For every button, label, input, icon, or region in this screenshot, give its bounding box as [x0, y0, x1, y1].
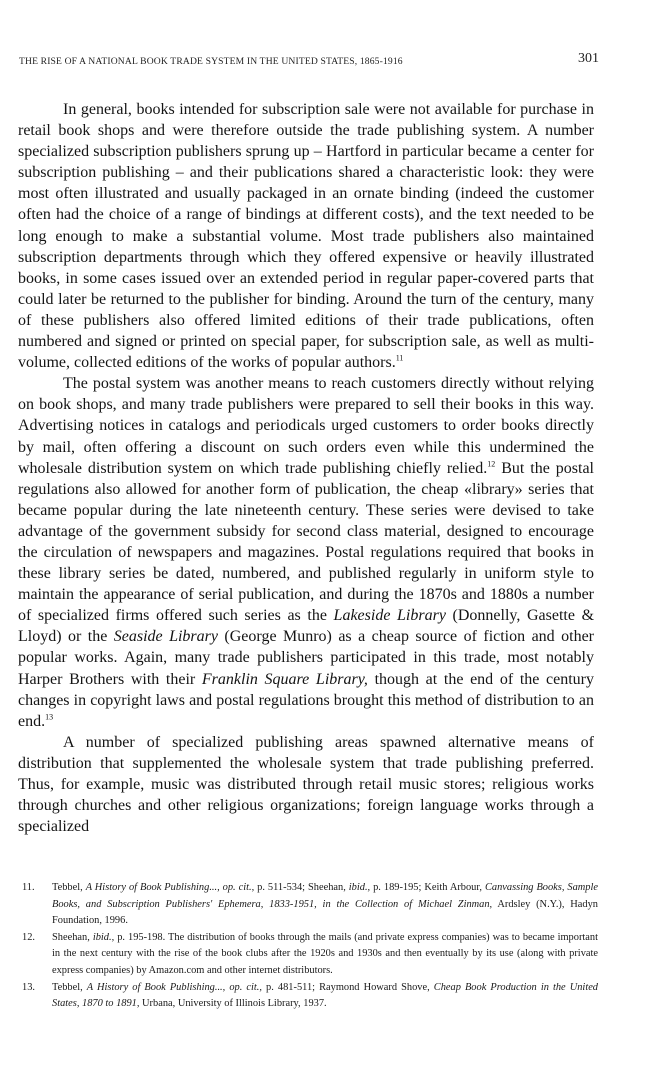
series-title: Lakeside Library — [333, 607, 446, 625]
series-title: Franklin Square Library, — [201, 670, 368, 688]
footnote-number: 12. — [22, 931, 35, 943]
footnote-ref: 13 — [45, 712, 54, 722]
paragraph-text: (George Munro) as a cheap source of fiction and other popular works. Again, many trade publishers participated in this trade, most notably Harper Brothers with their — [18, 628, 594, 688]
footnote-12 — [18, 930, 598, 980]
footnote-number: 13. — [22, 981, 35, 993]
footnote-ref: 12 — [487, 459, 496, 469]
paragraph-postal-system — [18, 373, 594, 732]
paragraph-subscription-sales — [18, 99, 594, 373]
paragraph-text: In general, books intended for subscription sale were not available for purchase in retail book shops and were therefore outside the trade publishing system. A number specialized subscription publishers sprung up – Hartford in particular became a center for subscription publishing – and their publications shared a characteristic look: they were most often illustrated and usually packaged in an ornate binding (indeed the customer often had the choice of a range of bindings at different costs), and the text needed to be long enough to make a substantial volume. Most trade publishers also maintained subscription departments through which they offered expensive or heavily illustrated books, in some cases issued over an extended period in regular paper-covered parts that could later be returned to the publisher for binding. Around the turn of the century, many of these publishers also offered limited editions of their trade publications, often numbered and signed or printed on special paper, for subscription sale, as well as multi-volume, collected editions of the works of popular authors. — [18, 101, 594, 372]
page-number: 301 — [578, 51, 599, 66]
footnote-text: Tebbel, A History of Book Publishing..., op. cit., p. 481-511; Raymond Howard Shove, Cheap Book Production in the United States, 1870 to 1891, Urbana, University of Illinois Library, 1937. — [52, 981, 599, 1010]
paragraph-specialized-areas — [18, 732, 594, 837]
footnotes — [18, 880, 598, 1013]
footnote-text: Tebbel, A History of Book Publishing..., op. cit., p. 511-534; Sheehan, ibid., p. 189-195; Keith Arbour, Canvassing Books, Sample Books, and Subscription Publishers' Ephemera, 1833-1951, in the Collection of Michael Zinman, Ardsley (N.Y.), Hadyn Foundation, 1996. — [52, 882, 598, 927]
footnote-text: Sheehan, ibid., p. 195-198. The distribution of books through the mails (and private express companies) was to became important in the next century with the rise of the book clubs after the 1920s and 1930s and then eventually by its use (along with private express companies) by Amazon.com and other internet distributors. — [52, 931, 598, 976]
footnote-13 — [18, 980, 598, 1013]
footnote-number: 11. — [22, 882, 35, 893]
body-text — [18, 99, 594, 837]
running-title: THE RISE OF A NATIONAL BOOK TRADE SYSTEM IN THE UNITED STATES, 1865-1916 — [19, 56, 403, 67]
paragraph-text: (Donnelly, Gasette & Lloyd) or the — [18, 607, 595, 646]
paragraph-text: But the postal regulations also allowed for another form of publication, the cheap «library» series that became popular during the late nineteenth century. These series were devised to take advantage of the government subsidy for second class material, designed to encourage the circulation of newspapers and magazines. Postal regulations required that books in these library series be dated, numbered, and published regularly in uniform style to maintain the appearance of serial publication, and during the 1870s and 1880s a number of specialized firms offered such series as the — [18, 459, 595, 625]
footnote-11 — [18, 880, 598, 930]
footnote-ref: 11 — [395, 353, 404, 363]
paragraph-text: The postal system was another means to reach customers directly without relying on book shops, and many trade publishers were prepared to sell their books in this way. Advertising notices in catalogs and periodicals urged customers to order books directly by mail, often offering a discount on such orders even while this undermined the wholesale distribution system on which trade publishing chiefly relied. — [18, 375, 594, 477]
paragraph-text: A number of specialized publishing areas spawned alternative means of distribution that supplemented the wholesale system that trade publishing preferred. Thus, for example, music was distributed through retail music stores; religious works through churches and other religious organizations; foreign language works through a specialized — [18, 733, 594, 836]
paragraph-text: though at the end of the century changes in copyright laws and postal regulations brought this method of distribution to an end. — [18, 670, 594, 730]
series-title: Seaside Library — [113, 628, 218, 646]
